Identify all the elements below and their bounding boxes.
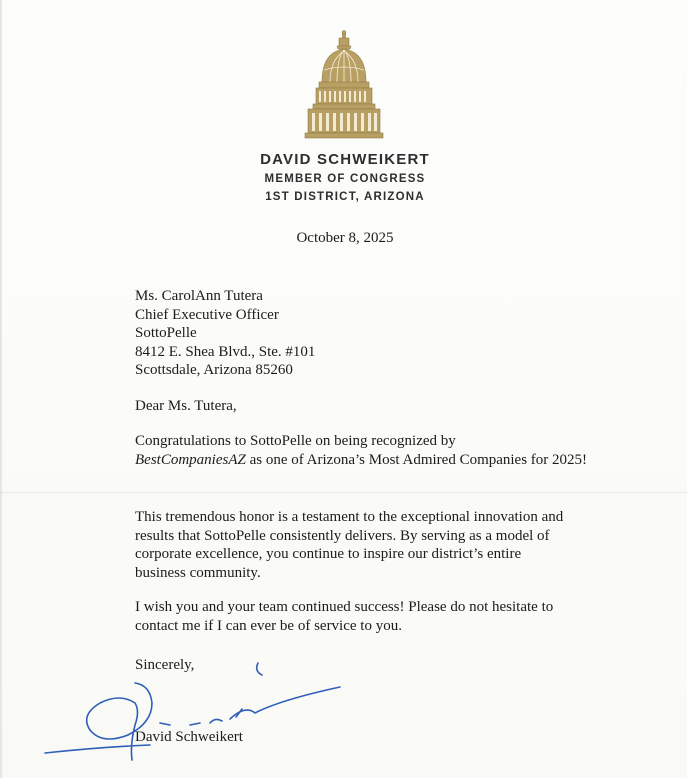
- body-paragraph-2: This tremendous honor is a testament to the exceptional innovation and results that SottoPelle consistently delivers. By serving as a model of corporate excellence, you continue to inspire our district’s entire business community.: [135, 509, 564, 581]
- recipient-name: Ms. CarolAnn Tutera: [135, 288, 263, 304]
- handwritten-signature: [40, 645, 360, 775]
- letterhead-district: 1ST DISTRICT, ARIZONA: [265, 191, 425, 203]
- recipient-street: 8412 E. Shea Blvd., Ste. #101: [135, 343, 316, 360]
- recipient-city: Scottsdale, Arizona 85260: [135, 362, 293, 378]
- letter-date: October 8, 2025: [296, 230, 394, 246]
- para1-italic-company: BestCompaniesAZ: [135, 451, 246, 468]
- fold-line: [0, 492, 687, 493]
- para1-start: Congratulations to SottoPelle on being recognized by: [135, 433, 456, 449]
- body-paragraph-3: I wish you and your team continued success! Please do not hesitate to contact me if I can ever be of service to you.: [135, 599, 554, 634]
- body-paragraph-1: [135, 432, 605, 469]
- recipient-address: [135, 287, 315, 380]
- recipient-company: SottoPelle: [135, 325, 197, 341]
- capitol-dome-icon: [300, 30, 388, 140]
- page-edge: [0, 0, 2, 778]
- recipient-position: Chief Executive Officer: [135, 306, 279, 323]
- signer-name: David Schweikert: [135, 729, 243, 745]
- letterhead-name: DAVID SCHWEIKERT: [260, 151, 430, 168]
- letterhead-title: MEMBER OF CONGRESS: [264, 173, 426, 185]
- para1-end: as one of Arizona’s Most Admired Companies for 2025!: [245, 451, 588, 468]
- closing: Sincerely,: [135, 657, 195, 673]
- letterhead: [200, 150, 490, 206]
- salutation: Dear Ms. Tutera,: [135, 398, 237, 414]
